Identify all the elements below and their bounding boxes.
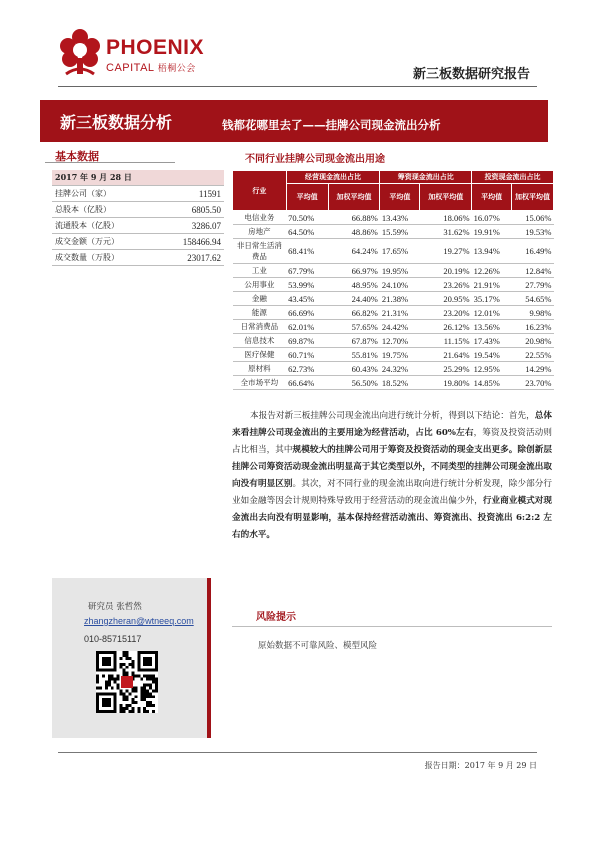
value-cell: 53.99% xyxy=(286,278,328,292)
table-row xyxy=(233,320,554,334)
value-cell: 13.56% xyxy=(472,320,512,334)
basic-data-date-row xyxy=(52,170,224,186)
phoenix-logo xyxy=(58,28,228,78)
value-cell: 21.91% xyxy=(472,278,512,292)
table-row xyxy=(233,376,554,390)
value-cell: 62.01% xyxy=(286,320,328,334)
basic-data-label: 成交数量（万股） xyxy=(52,250,157,266)
banner-subtitle: 钱都花哪里去了——挂牌公司现金流出分析 xyxy=(222,118,441,132)
footer-divider xyxy=(58,752,537,753)
value-cell: 9.98% xyxy=(512,306,554,320)
value-cell: 31.62% xyxy=(420,225,472,239)
industry-cell: 日常消费品 xyxy=(233,320,287,334)
industry-cell: 非日常生活消费品 xyxy=(233,239,287,264)
sub-weighted-header: 加权平均值 xyxy=(328,184,380,211)
value-cell: 26.12% xyxy=(420,320,472,334)
sub-weighted-header: 加权平均值 xyxy=(420,184,472,211)
value-cell: 12.26% xyxy=(472,264,512,278)
value-cell: 13.94% xyxy=(472,239,512,264)
industry-cell: 原材料 xyxy=(233,362,287,376)
value-cell: 24.32% xyxy=(380,362,420,376)
value-cell: 67.87% xyxy=(328,334,380,348)
basic-data-value: 6805.50 xyxy=(157,202,224,218)
header-divider xyxy=(58,86,537,87)
value-cell: 16.23% xyxy=(512,320,554,334)
value-cell: 12.01% xyxy=(472,306,512,320)
basic-data-table xyxy=(52,170,224,266)
summary-bold-3: 行业商业模式对现金流出去向没有明显影响，基本保持经营活动流出、筹资流出、投资流出 6:2:2 左右的水平。 xyxy=(232,496,552,540)
basic-data-row xyxy=(52,202,224,218)
sub-weighted-header: 加权平均值 xyxy=(512,184,554,211)
logo-brand-text: PHOENIX xyxy=(106,36,205,59)
industry-cell: 全市场平均 xyxy=(233,376,287,390)
industry-cell: 信息技术 xyxy=(233,334,287,348)
sub-avg-header: 平均值 xyxy=(380,184,420,211)
value-cell: 70.50% xyxy=(286,211,328,225)
logo-cn-text: 梧桐公会 xyxy=(157,64,196,74)
summary-paragraph xyxy=(232,408,552,544)
basic-data-value: 11591 xyxy=(157,186,224,202)
analyst-name: 研究员 张哲然 xyxy=(88,602,142,612)
risk-divider xyxy=(232,626,552,627)
value-cell: 16.07% xyxy=(472,211,512,225)
value-cell: 69.87% xyxy=(286,334,328,348)
analyst-email-link[interactable]: zhangzheran@wtneeq.com xyxy=(84,616,194,626)
value-cell: 20.19% xyxy=(420,264,472,278)
value-cell: 64.50% xyxy=(286,225,328,239)
value-cell: 66.64% xyxy=(286,376,328,390)
group-investing-header: 投资现金流出占比 xyxy=(472,171,554,184)
basic-data-divider xyxy=(45,162,175,163)
value-cell: 15.06% xyxy=(512,211,554,225)
value-cell: 12.95% xyxy=(472,362,512,376)
value-cell: 24.10% xyxy=(380,278,420,292)
value-cell: 14.29% xyxy=(512,362,554,376)
value-cell: 66.97% xyxy=(328,264,380,278)
value-cell: 60.71% xyxy=(286,348,328,362)
qr-code-icon xyxy=(96,651,158,713)
value-cell: 19.54% xyxy=(472,348,512,362)
cash-outflow-table xyxy=(232,170,554,390)
table-row xyxy=(233,362,554,376)
sub-avg-header: 平均值 xyxy=(286,184,328,211)
table-row xyxy=(233,211,554,225)
basic-data-row xyxy=(52,186,224,202)
industry-cell: 医疗保健 xyxy=(233,348,287,362)
value-cell: 56.50% xyxy=(328,376,380,390)
value-cell: 16.49% xyxy=(512,239,554,264)
value-cell: 23.20% xyxy=(420,306,472,320)
value-cell: 66.88% xyxy=(328,211,380,225)
value-cell: 21.38% xyxy=(380,292,420,306)
value-cell: 25.29% xyxy=(420,362,472,376)
value-cell: 15.59% xyxy=(380,225,420,239)
value-cell: 24.42% xyxy=(380,320,420,334)
value-cell: 20.98% xyxy=(512,334,554,348)
value-cell: 17.65% xyxy=(380,239,420,264)
banner-title: 新三板数据分析 xyxy=(60,113,173,132)
value-cell: 19.75% xyxy=(380,348,420,362)
value-cell: 12.70% xyxy=(380,334,420,348)
basic-data-row xyxy=(52,218,224,234)
col-industry-header: 行业 xyxy=(233,171,287,211)
group-financing-header: 筹资现金流出占比 xyxy=(380,171,472,184)
value-cell: 68.41% xyxy=(286,239,328,264)
value-cell: 19.53% xyxy=(512,225,554,239)
analyst-phone: 010-85715117 xyxy=(84,634,142,644)
value-cell: 19.91% xyxy=(472,225,512,239)
value-cell: 11.15% xyxy=(420,334,472,348)
value-cell: 48.95% xyxy=(328,278,380,292)
risk-heading: 风险提示 xyxy=(256,612,296,623)
basic-data-row xyxy=(52,250,224,266)
value-cell: 48.86% xyxy=(328,225,380,239)
table-row xyxy=(233,292,554,306)
report-date: 报告日期：2017 年 9 月 29 日 xyxy=(424,761,537,770)
value-cell: 66.69% xyxy=(286,306,328,320)
phoenix-emblem-icon xyxy=(58,28,102,76)
industry-cell: 能源 xyxy=(233,306,287,320)
value-cell: 35.17% xyxy=(472,292,512,306)
basic-data-label: 总股本（亿股） xyxy=(52,202,157,218)
basic-data-label: 流通股本（亿股） xyxy=(52,218,157,234)
value-cell: 21.31% xyxy=(380,306,420,320)
summary-text-2: ，筹资及投资活动则占比相当，其中 xyxy=(232,428,552,455)
value-cell: 19.95% xyxy=(380,264,420,278)
value-cell: 62.73% xyxy=(286,362,328,376)
value-cell: 23.26% xyxy=(420,278,472,292)
basic-data-value: 3286.07 xyxy=(157,218,224,234)
value-cell: 14.85% xyxy=(472,376,512,390)
value-cell: 24.40% xyxy=(328,292,380,306)
value-cell: 60.43% xyxy=(328,362,380,376)
table-row xyxy=(233,264,554,278)
value-cell: 17.43% xyxy=(472,334,512,348)
value-cell: 55.81% xyxy=(328,348,380,362)
group-operating-header: 经营现金流出占比 xyxy=(286,171,380,184)
value-cell: 12.84% xyxy=(512,264,554,278)
industry-cell: 房地产 xyxy=(233,225,287,239)
value-cell: 27.79% xyxy=(512,278,554,292)
industry-cell: 电信业务 xyxy=(233,211,287,225)
value-cell: 19.80% xyxy=(420,376,472,390)
value-cell: 18.06% xyxy=(420,211,472,225)
table-row xyxy=(233,225,554,239)
cash-outflow-table-body xyxy=(233,211,554,390)
value-cell: 57.65% xyxy=(328,320,380,334)
risk-text: 原始数据不可靠风险、模型风险 xyxy=(258,641,378,651)
value-cell: 66.82% xyxy=(328,306,380,320)
logo-capital-text: CAPITAL xyxy=(106,62,155,74)
value-cell: 67.79% xyxy=(286,264,328,278)
value-cell: 23.70% xyxy=(512,376,554,390)
logo-sub-text xyxy=(106,61,196,74)
table-row xyxy=(233,306,554,320)
basic-data-heading: 基本数据 xyxy=(55,150,99,163)
value-cell: 18.52% xyxy=(380,376,420,390)
value-cell: 22.55% xyxy=(512,348,554,362)
summary-bold-1: 总体来看挂牌公司现金流出的主要用途为经营活动，占比 60%左右 xyxy=(232,411,552,438)
basic-data-row xyxy=(52,234,224,250)
industry-cell: 公用事业 xyxy=(233,278,287,292)
value-cell: 13.43% xyxy=(380,211,420,225)
basic-data-label: 成交金额（万元） xyxy=(52,234,157,250)
value-cell: 20.95% xyxy=(420,292,472,306)
analyst-card-accent xyxy=(207,578,211,738)
value-cell: 54.65% xyxy=(512,292,554,306)
industry-cell: 工业 xyxy=(233,264,287,278)
basic-data-label: 挂牌公司（家） xyxy=(52,186,157,202)
summary-bold-2: 规模较大的挂牌公司用于筹资及投资活动的现金支出更多。除创新层挂牌公司筹资活动现金流出明显高于其它类型以外，不同类型的挂牌公司现金流出取向没有明显区别 xyxy=(232,445,552,489)
basic-data-value: 158466.94 xyxy=(157,234,224,250)
summary-text-1: 本报告对新三板挂牌公司现金流出向进行统计分析，得到以下结论：首先， xyxy=(250,411,535,421)
report-title: 新三板数据研究报告 xyxy=(412,67,530,82)
sub-avg-header: 平均值 xyxy=(472,184,512,211)
flow-table-title: 不同行业挂牌公司现金流出用途 xyxy=(245,154,385,165)
basic-data-date: 2017 年 9 月 28 日 xyxy=(52,170,224,186)
value-cell: 64.24% xyxy=(328,239,380,264)
basic-data-value: 23017.62 xyxy=(157,250,224,266)
table-row xyxy=(233,239,554,264)
value-cell: 43.45% xyxy=(286,292,328,306)
table-row xyxy=(233,334,554,348)
industry-cell: 金融 xyxy=(233,292,287,306)
summary-text-3: 。其次，对不同行业的现金流出取向进行统计分析发现，除少部分行业如金融等因会计规则特殊导致用于经营活动的现金流出偏少外， xyxy=(232,479,552,506)
value-cell: 21.64% xyxy=(420,348,472,362)
value-cell: 19.27% xyxy=(420,239,472,264)
table-row xyxy=(233,348,554,362)
table-row xyxy=(233,278,554,292)
